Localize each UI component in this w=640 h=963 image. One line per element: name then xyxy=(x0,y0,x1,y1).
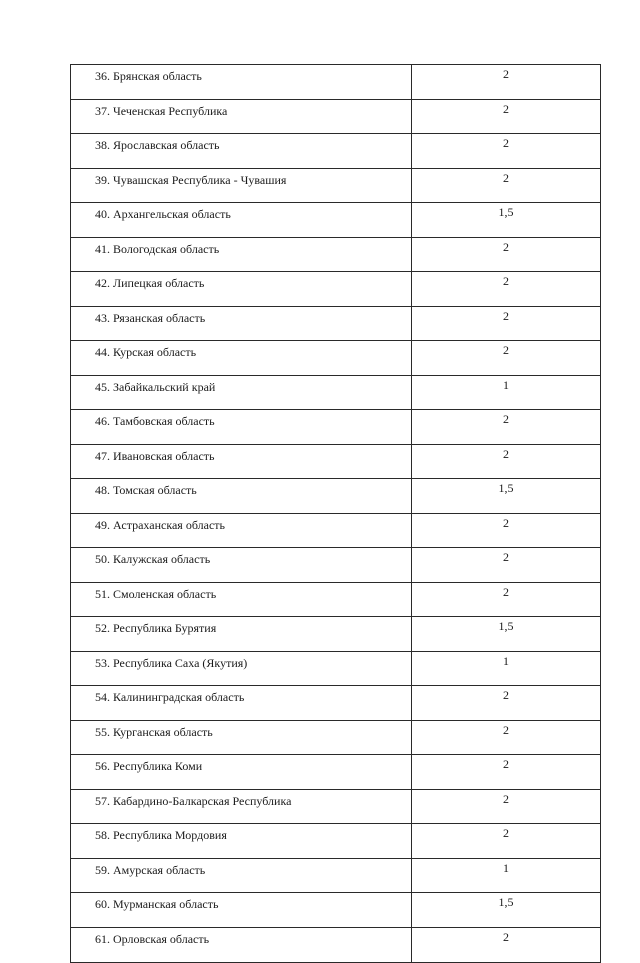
table-row xyxy=(71,272,601,307)
region-value-cell: 1,5 xyxy=(412,203,601,238)
table-row xyxy=(71,651,601,686)
region-name-cell: 49. Астраханская область xyxy=(71,513,412,548)
region-name-cell: 59. Амурская область xyxy=(71,858,412,893)
region-name-cell: 41. Вологодская область xyxy=(71,237,412,272)
region-value-cell: 1,5 xyxy=(412,617,601,652)
region-name-cell: 44. Курская область xyxy=(71,341,412,376)
region-value-cell: 2 xyxy=(412,582,601,617)
table-row xyxy=(71,444,601,479)
region-value-cell: 1,5 xyxy=(412,479,601,514)
region-name-cell: 40. Архангельская область xyxy=(71,203,412,238)
table-row xyxy=(71,582,601,617)
region-value-cell: 2 xyxy=(412,444,601,479)
region-value-cell: 1,5 xyxy=(412,893,601,928)
region-name-cell: 48. Томская область xyxy=(71,479,412,514)
table-row xyxy=(71,375,601,410)
table-row xyxy=(71,548,601,583)
table-row xyxy=(71,927,601,962)
table-row xyxy=(71,203,601,238)
region-value-cell: 1 xyxy=(412,375,601,410)
region-value-cell: 2 xyxy=(412,168,601,203)
regions-table-body xyxy=(71,65,601,963)
region-value-cell: 2 xyxy=(412,513,601,548)
table-row xyxy=(71,858,601,893)
table-row xyxy=(71,341,601,376)
region-name-cell: 56. Республика Коми xyxy=(71,755,412,790)
region-name-cell: 42. Липецкая область xyxy=(71,272,412,307)
table-row xyxy=(71,168,601,203)
region-value-cell: 2 xyxy=(412,927,601,962)
region-value-cell: 2 xyxy=(412,272,601,307)
region-name-cell: 36. Брянская область xyxy=(71,65,412,100)
region-value-cell: 1 xyxy=(412,651,601,686)
region-value-cell: 2 xyxy=(412,410,601,445)
table-row xyxy=(71,65,601,100)
table-row xyxy=(71,789,601,824)
table-row xyxy=(71,720,601,755)
region-name-cell: 50. Калужская область xyxy=(71,548,412,583)
table-row xyxy=(71,410,601,445)
region-name-cell: 51. Смоленская область xyxy=(71,582,412,617)
region-name-cell: 52. Республика Бурятия xyxy=(71,617,412,652)
region-name-cell: 46. Тамбовская область xyxy=(71,410,412,445)
region-name-cell: 61. Орловская область xyxy=(71,927,412,962)
region-name-cell: 57. Кабардино-Балкарская Республика xyxy=(71,789,412,824)
region-value-cell: 2 xyxy=(412,65,601,100)
region-value-cell: 2 xyxy=(412,789,601,824)
table-row xyxy=(71,617,601,652)
region-value-cell: 2 xyxy=(412,341,601,376)
regions-table xyxy=(70,64,601,963)
region-value-cell: 2 xyxy=(412,755,601,790)
region-name-cell: 37. Чеченская Республика xyxy=(71,99,412,134)
table-row xyxy=(71,686,601,721)
table-row xyxy=(71,755,601,790)
region-name-cell: 43. Рязанская область xyxy=(71,306,412,341)
region-value-cell: 2 xyxy=(412,306,601,341)
table-row xyxy=(71,306,601,341)
region-name-cell: 53. Республика Саха (Якутия) xyxy=(71,651,412,686)
region-value-cell: 2 xyxy=(412,134,601,169)
region-name-cell: 60. Мурманская область xyxy=(71,893,412,928)
region-value-cell: 2 xyxy=(412,548,601,583)
region-name-cell: 47. Ивановская область xyxy=(71,444,412,479)
table-row xyxy=(71,513,601,548)
region-name-cell: 55. Курганская область xyxy=(71,720,412,755)
region-value-cell: 2 xyxy=(412,237,601,272)
region-name-cell: 45. Забайкальский край xyxy=(71,375,412,410)
table-row xyxy=(71,893,601,928)
region-value-cell: 2 xyxy=(412,720,601,755)
region-value-cell: 2 xyxy=(412,99,601,134)
table-row xyxy=(71,237,601,272)
region-name-cell: 54. Калининградская область xyxy=(71,686,412,721)
region-name-cell: 39. Чувашская Республика - Чувашия xyxy=(71,168,412,203)
region-name-cell: 38. Ярославская область xyxy=(71,134,412,169)
table-row xyxy=(71,99,601,134)
region-value-cell: 2 xyxy=(412,824,601,859)
region-value-cell: 1 xyxy=(412,858,601,893)
region-value-cell: 2 xyxy=(412,686,601,721)
table-row xyxy=(71,134,601,169)
table-row xyxy=(71,824,601,859)
region-name-cell: 58. Республика Мордовия xyxy=(71,824,412,859)
table-row xyxy=(71,479,601,514)
